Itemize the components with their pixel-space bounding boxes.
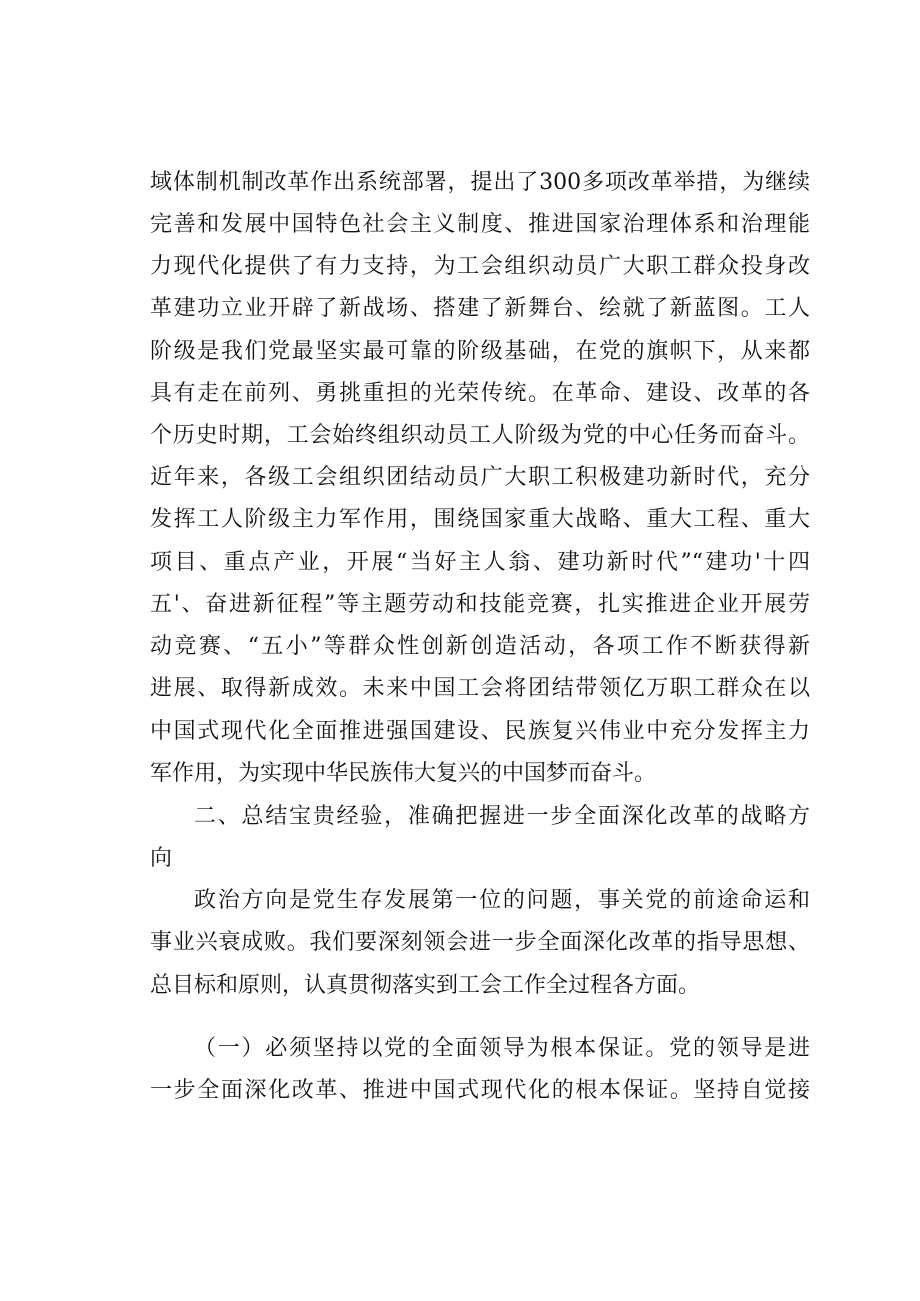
heading-line: 向	[150, 846, 173, 871]
text-line: 完善和发展中国特色社会主义制度、推进国家治理体系和治理能	[150, 212, 810, 237]
text-line: 军作用，为实现中华民族伟大复兴的中国梦而奋斗。	[150, 761, 657, 786]
text-line: 阶级是我们党最坚实最可靠的阶级基础，在党的旗帜下，从来都	[150, 339, 810, 364]
heading-line: 二、总结宝贵经验，准确把握进一步全面深化改革的战略方	[194, 804, 810, 829]
text-line: 具有走在前列、勇挑重担的光荣传统。在革命、建设、改革的各	[150, 381, 810, 406]
text-line: 进展、取得新成效。未来中国工会将团结带领亿万职工群众在以	[150, 676, 810, 701]
text-line: 力现代化提供了有力支持，为工会组织动员广大职工群众投身改	[150, 254, 810, 279]
text-line: 中国式现代化全面推进强国建设、民族复兴伟业中充分发挥主力	[150, 719, 810, 744]
text-line: 一步全面深化改革、推进中国式现代化的根本保证。坚持自觉接	[150, 1078, 810, 1103]
text-line: 革建功立业开辟了新战场、搭建了新舞台、绘就了新蓝图。工人	[150, 296, 810, 321]
text-line: 发挥工人阶级主力军作用，围绕国家重大战略、重大工程、重大	[150, 507, 810, 532]
text-line: （一）必须坚持以党的全面领导为根本保证。党的领导是进	[194, 1036, 810, 1061]
text-line: 项目、重点产业，开展“当好主人翁、建功新时代”“建功'十四	[150, 550, 810, 575]
text-line: 近年来，各级工会组织团结动员广大职工积极建功新时代，充分	[150, 465, 810, 490]
text-line: 个历史时期，工会始终组织动员工人阶级为党的中心任务而奋斗。	[150, 423, 810, 448]
text-line: 总目标和原则，认真贯彻落实到工会工作全过程各方面。	[150, 973, 701, 998]
text-line: 政治方向是党生存发展第一位的问题，事关党的前途命运和	[194, 888, 810, 913]
text-line: 事业兴衰成败。我们要深刻领会进一步全面深化改革的指导思想、	[150, 930, 810, 955]
text-line: 动竞赛、“五小”等群众性创新创造活动，各项工作不断获得新	[150, 634, 810, 659]
text-line: 域体制机制改革作出系统部署，提出了300多项改革举措，为继续	[150, 170, 810, 195]
text-line: 五'、奋进新征程”等主题劳动和技能竞赛，扎实推进企业开展劳	[150, 592, 810, 617]
